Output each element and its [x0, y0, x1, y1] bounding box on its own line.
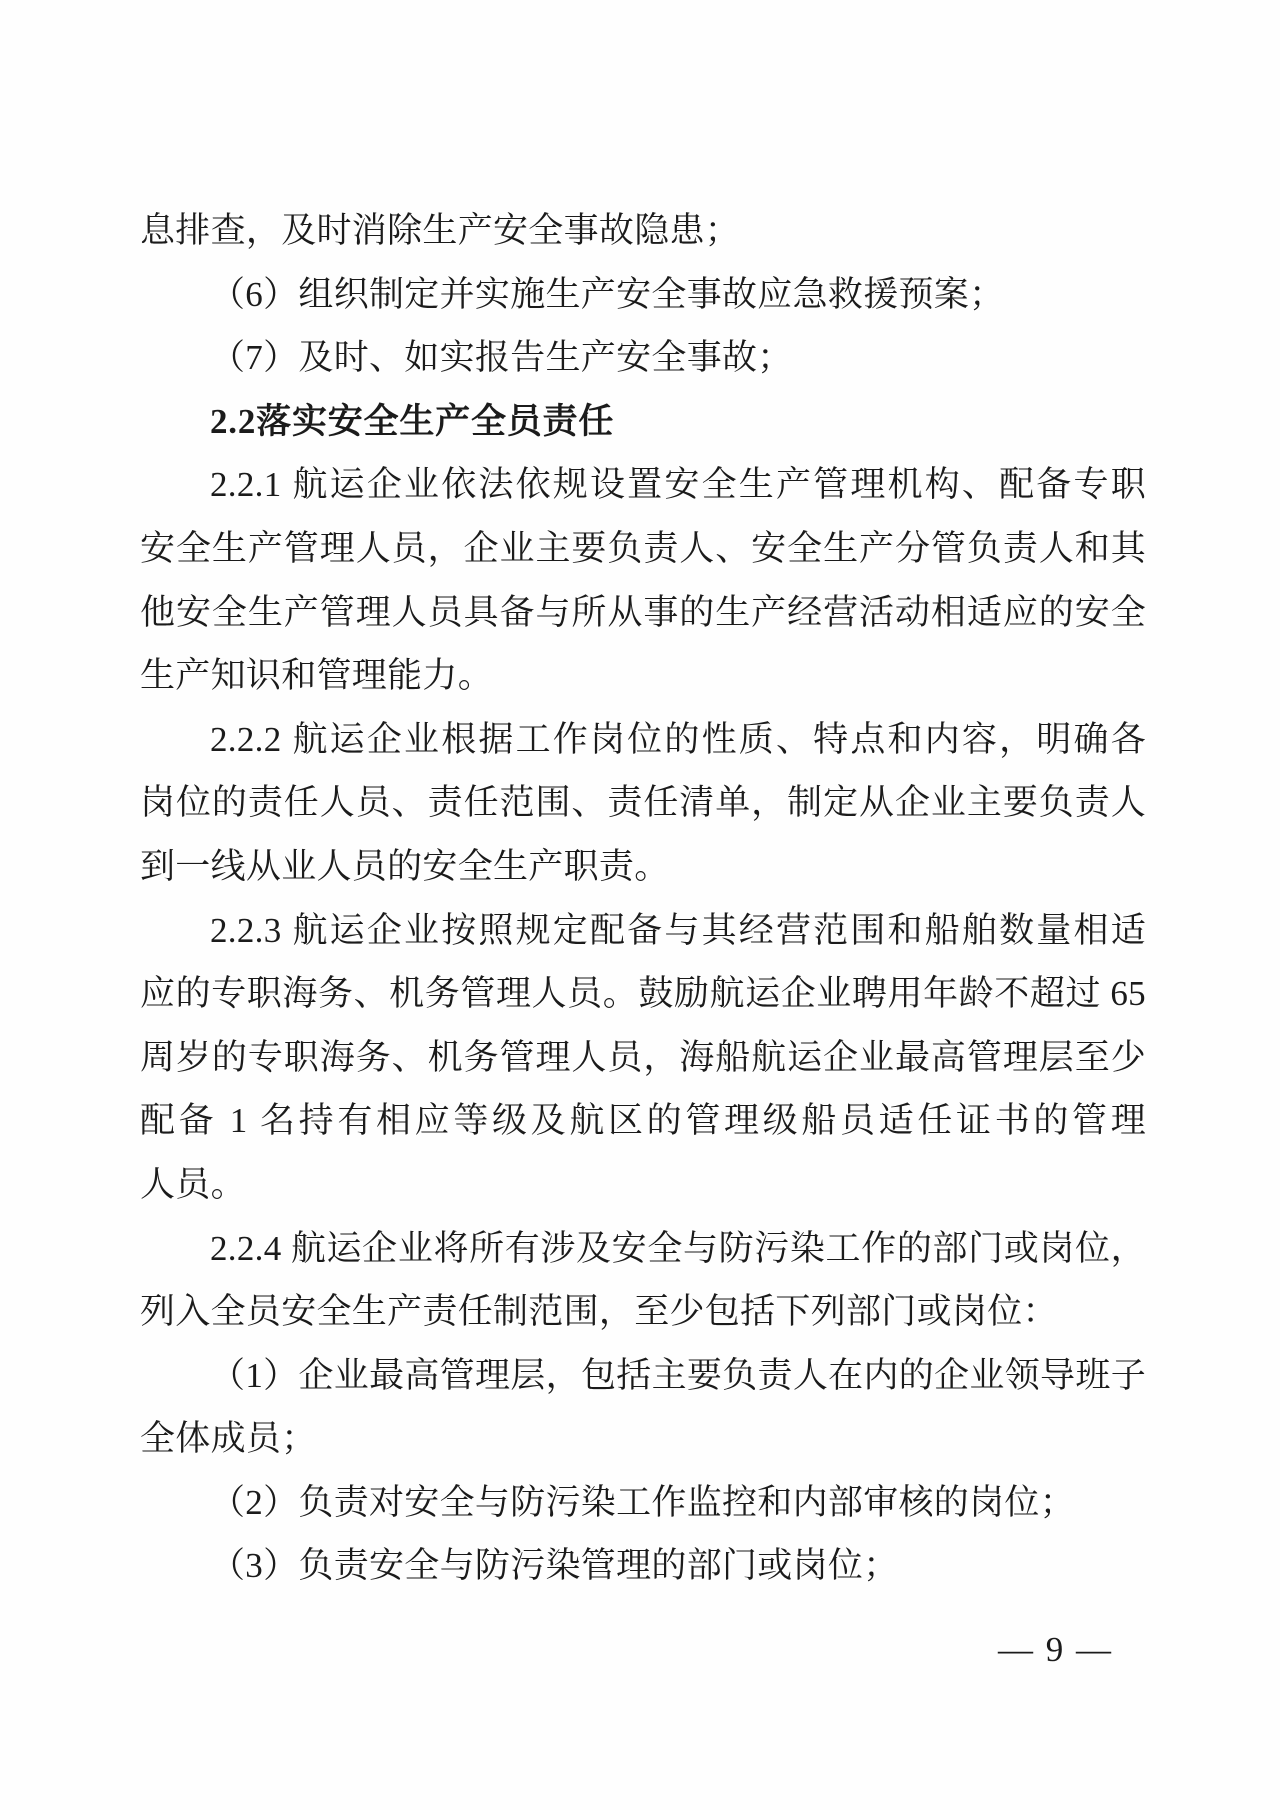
- text-line: （1）企业最高管理层，包括主要负责人在内的企业领导班子: [210, 1355, 1146, 1395]
- text-line: 岗位的责任人员、责任范围、责任清单，制定从企业主要负责人: [140, 783, 1146, 823]
- text-line: （3）负责安全与防污染管理的部门或岗位；: [210, 1546, 899, 1586]
- page-number: — 9 —: [998, 1630, 1113, 1669]
- text-line: 安全生产管理人员，企业主要负责人、安全生产分管负责人和其: [140, 528, 1146, 568]
- text-line: （7）及时、如实报告生产安全事故；: [210, 338, 793, 378]
- text-line: 应的专职海务、机务管理人员。鼓励航运企业聘用年龄不超过 65: [140, 974, 1146, 1014]
- section-heading: 2.2落实安全生产全员责任: [210, 401, 615, 441]
- text-line: 人员。: [140, 1164, 246, 1204]
- text-line: 生产知识和管理能力。: [140, 656, 494, 696]
- text-line: 全体成员；: [140, 1419, 317, 1459]
- text-line: 周岁的专职海务、机务管理人员，海船航运企业最高管理层至少: [140, 1037, 1146, 1077]
- text-line: 2.2.2 航运企业根据工作岗位的性质、特点和内容，明确各: [210, 719, 1146, 759]
- document-body: [140, 199, 1146, 1598]
- text-line: 配备 1 名持有相应等级及航区的管理级船员适任证书的管理: [140, 1101, 1146, 1141]
- text-line: 他安全生产管理人员具备与所从事的生产经营活动相适应的安全: [140, 592, 1146, 632]
- text-line: （6）组织制定并实施生产安全事故应急救援预案；: [210, 274, 1005, 314]
- text-line: 到一线从业人员的安全生产职责。: [140, 846, 670, 886]
- text-line: 列入全员安全生产责任制范围，至少包括下列部门或岗位：: [140, 1292, 1058, 1332]
- text-line: 2.2.3 航运企业按照规定配备与其经营范围和船舶数量相适: [210, 910, 1146, 950]
- text-line: 2.2.1 航运企业依法依规设置安全生产管理机构、配备专职: [210, 465, 1146, 505]
- text-line: （2）负责对安全与防污染工作监控和内部审核的岗位；: [210, 1482, 1076, 1522]
- text-line: 2.2.4 航运企业将所有涉及安全与防污染工作的部门或岗位，: [210, 1228, 1146, 1268]
- text-line: 息排查，及时消除生产安全事故隐患；: [140, 211, 741, 250]
